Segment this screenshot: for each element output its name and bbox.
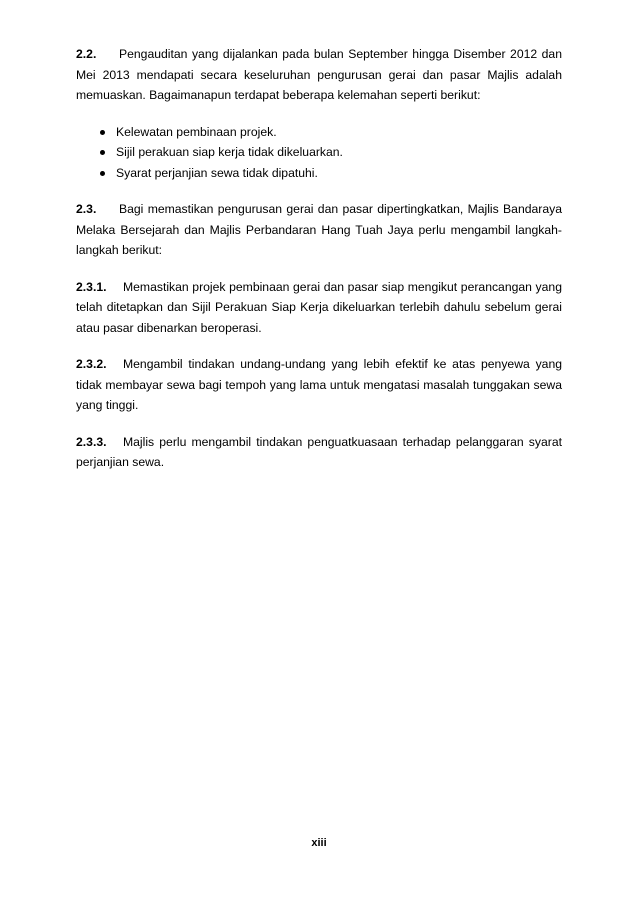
- list-item: [100, 122, 562, 143]
- paragraph-2-2: [76, 44, 562, 106]
- paragraph-number: 2.3.: [76, 202, 97, 216]
- paragraph-2-3-2: [76, 354, 562, 416]
- paragraph-text: Mengambil tindakan undang-undang yang lebih efektif ke atas penyewa yang tidak membayar sewa bagi tempoh yang lama untuk mengatasi masalah tunggakan sewa yang tinggi.: [76, 357, 562, 412]
- page-number: xiii: [311, 837, 327, 849]
- list-item-text: Syarat perjanjian sewa tidak dipatuhi.: [116, 165, 318, 180]
- bullet-icon: [100, 171, 105, 176]
- list-item: [100, 163, 562, 184]
- list-item: [100, 142, 562, 163]
- paragraph-number: 2.3.3.: [76, 434, 107, 449]
- paragraph-text: Bagi memastikan pengurusan gerai dan pasar dipertingkatkan, Majlis Bandaraya Melaka Bersejarah dan Majlis Perbandaran Hang Tuah Jaya perlu mengambil langkah-langkah berikut:: [76, 202, 562, 257]
- bullet-icon: [100, 130, 105, 135]
- paragraph-text: Majlis perlu mengambil tindakan penguatkuasaan terhadap pelanggaran syarat perjanjian sewa.: [76, 434, 562, 469]
- paragraph-number: 2.2.: [76, 47, 97, 61]
- paragraph-text: Pengauditan yang dijalankan pada bulan September hingga Disember 2012 dan Mei 2013 mendapati secara keseluruhan pengurusan gerai dan pasar Majlis adalah memuaskan. Bagaimanapun terdapat beberapa kelemahan seperti berikut:: [76, 47, 562, 102]
- weakness-list: [76, 122, 562, 184]
- paragraph-number: 2.3.1.: [76, 279, 107, 294]
- list-item-text: Kelewatan pembinaan projek.: [116, 124, 277, 139]
- page-content: [76, 44, 562, 489]
- paragraph-text: Memastikan projek pembinaan gerai dan pasar siap mengikut perancangan yang telah ditetapkan dan Sijil Perakuan Siap Kerja dikeluarkan terlebih dahulu sebelum gerai atau pasar dibenarkan beroperasi.: [76, 279, 562, 335]
- bullet-icon: [100, 150, 105, 155]
- paragraph-number: 2.3.2.: [76, 357, 107, 371]
- paragraph-2-3-3: [76, 432, 562, 473]
- list-item-text: Sijil perakuan siap kerja tidak dikeluarkan.: [116, 145, 343, 159]
- paragraph-2-3-1: [76, 277, 562, 339]
- paragraph-2-3: [76, 199, 562, 261]
